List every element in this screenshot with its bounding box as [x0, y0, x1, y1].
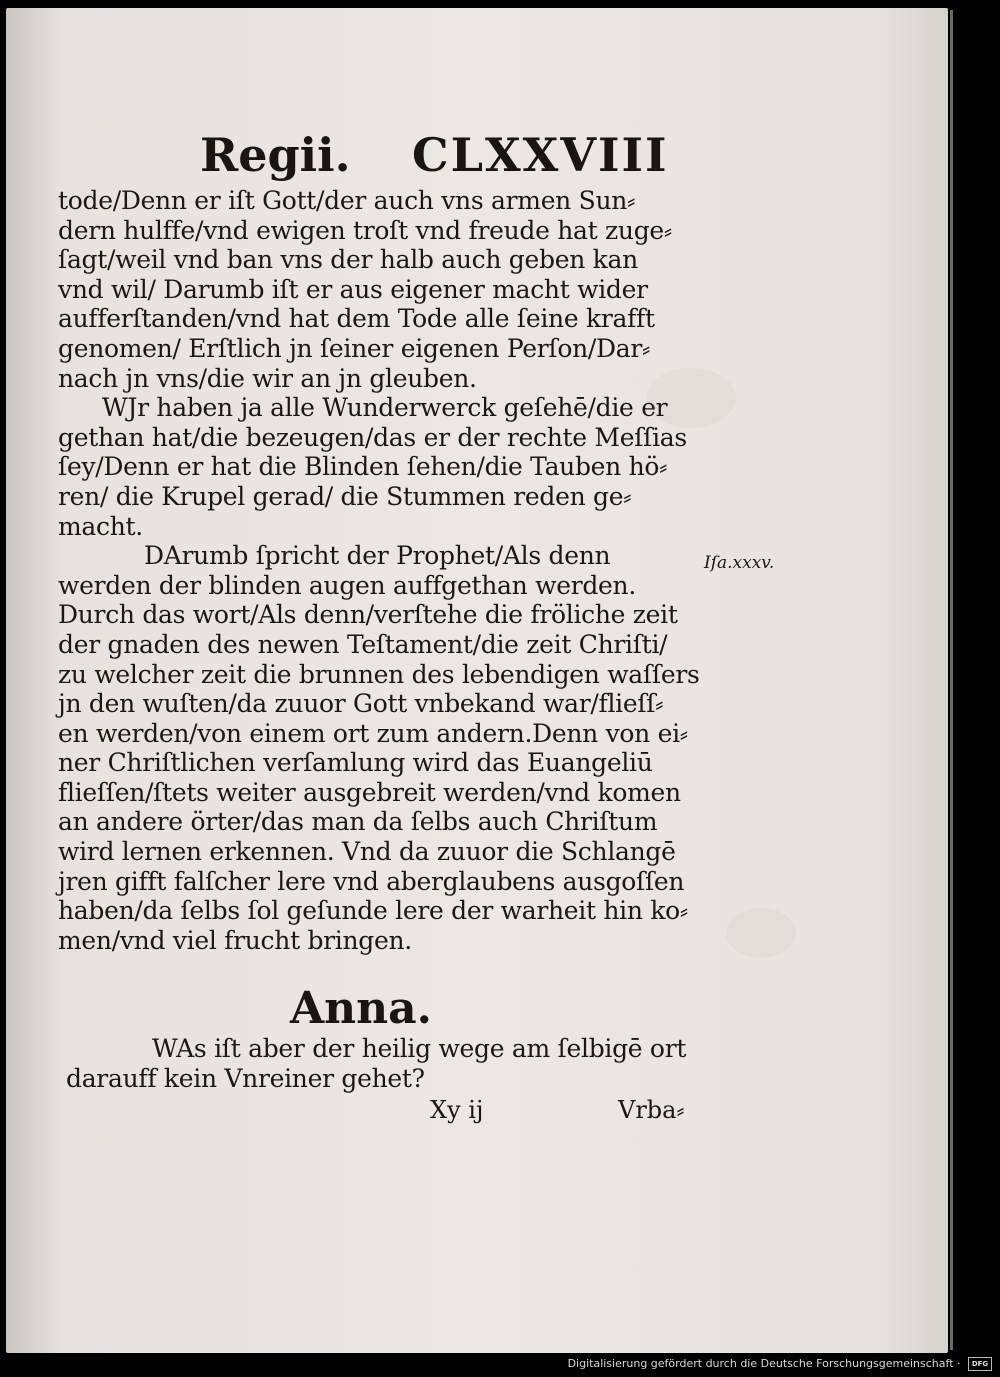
text-line: men/vnd viel frucht bringen.	[58, 925, 412, 955]
dfg-logo-icon: DFG	[968, 1357, 992, 1371]
text-line: ſey/Denn er hat die Blinden ſehen/die Tauben hö⸗	[58, 452, 668, 482]
digitization-footer	[568, 1355, 992, 1373]
scan-edge	[948, 0, 1000, 1357]
text-line: ner Chriſtlichen verſamlung wird das Euangeliū	[58, 748, 653, 778]
closing-text	[66, 1034, 716, 1093]
text-line: flieſſen/ſtets weiter ausgebreit werden/vnd komen	[58, 777, 681, 807]
page-edge	[950, 10, 953, 1350]
text-line: macht.	[58, 511, 143, 541]
text-line: tode/Denn er iſt Gott/der auch vns armen Sun⸗	[58, 186, 636, 215]
text-line: wird lernen erkennen. Vnd da zuuor die Schlangē	[58, 837, 676, 867]
text-line: Durch das wort/Als denn/verſtehe die fröliche zeit	[58, 600, 678, 630]
text-line: en werden/von einem ort zum andern.Denn von ei⸗	[58, 718, 688, 748]
text-line: DArumb ſpricht der Prophet/Als denn	[144, 541, 611, 571]
text-line: haben/da ſelbs ſol geſunde lere der warheit hin ko⸗	[58, 896, 688, 926]
page-signature	[430, 1096, 710, 1126]
text-line: zu welcher zeit die brunnen des lebendigen waſſers	[58, 659, 700, 689]
text-line: WAs iſt aber der heilig wege am ſelbigē ort	[152, 1034, 687, 1063]
signature-mark: Xy ij	[430, 1096, 484, 1124]
text-line: gethan hat/die bezeugen/das er der rechte Meſſias	[58, 422, 687, 452]
text-line: jn den wuſten/da zuuor Gott vnbekand war/flieſſ⸗	[58, 689, 664, 719]
text-line: ren/ die Krupel gerad/ die Stummen reden ge⸗	[58, 481, 632, 511]
text-line: an andere örter/das man da ſelbs auch Chriſtum	[58, 807, 658, 837]
text-line: dern hulffe/vnd ewigen troſt vnd freude hat zuge⸗	[58, 215, 672, 245]
header-title: Regii.	[200, 128, 351, 182]
footer-text: Digitalisierung gefördert durch die Deutsche Forschungsgemeinschaft ·	[567, 1357, 961, 1370]
text-line: der gnaden des newen Teſtament/die zeit Chriſti/	[58, 629, 668, 659]
paper-stain	[726, 908, 796, 958]
text-line: werden der blinden augen auffgethan werden.	[58, 570, 636, 600]
catchword: Vrba⸗	[618, 1096, 685, 1124]
text-line: darauff kein Vnreiner gehet?	[66, 1063, 425, 1093]
text-line: vnd wil/ Darumb iſt er aus eigener macht wider	[58, 274, 648, 304]
folio-number: CLXXVIII	[412, 128, 669, 182]
text-line: aufferſtanden/vnd hat dem Tode alle ſeine krafft	[58, 304, 655, 334]
text-line: jren gifft falſcher lere vnd aberglaubens ausgoſſen	[58, 866, 685, 896]
text-line: WJr haben ja alle Wunderwerck geſehē/die er	[102, 393, 668, 423]
text-line: ſagt/weil vnd ban vns der halb auch geben kan	[58, 245, 638, 275]
section-heading: Anna.	[290, 983, 432, 1034]
running-header	[200, 128, 700, 188]
text-line: nach jn vns/die wir an jn gleuben.	[58, 363, 477, 393]
text-line: genomen/ Erſtlich jn ſeiner eigenen Perſon/Dar⸗	[58, 333, 651, 363]
body-text	[58, 186, 708, 955]
marginal-note: Iſa.xxxv.	[704, 553, 775, 573]
